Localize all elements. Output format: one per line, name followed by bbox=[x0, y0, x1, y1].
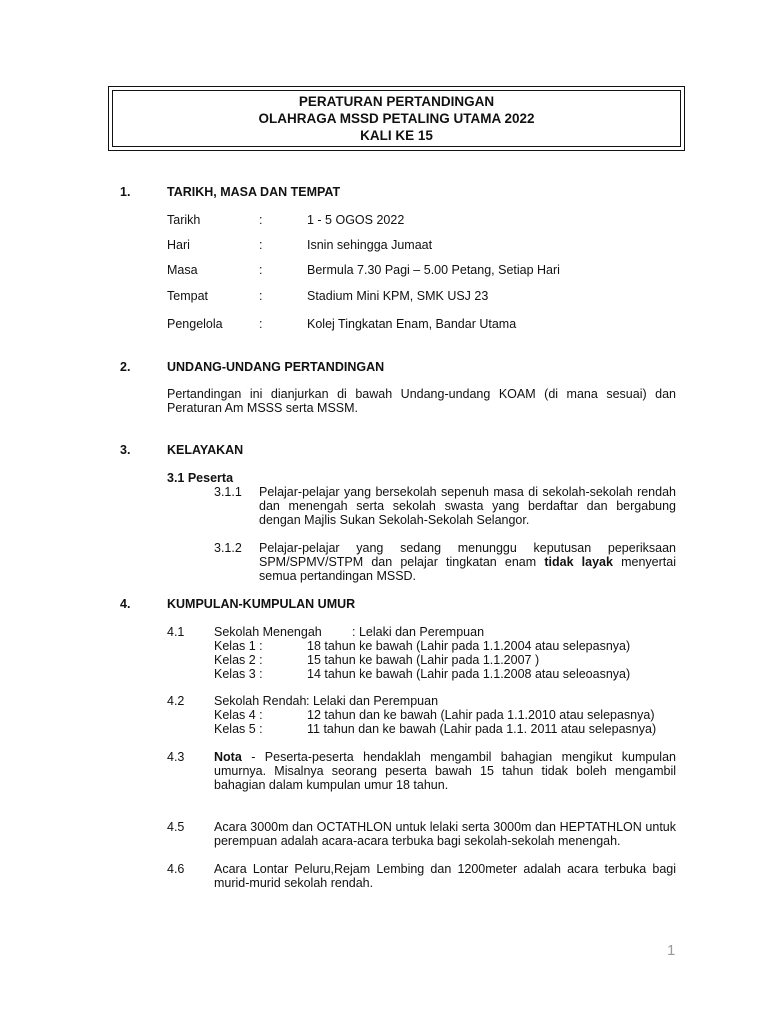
kelas-3-value: 14 tahun ke bawah (Lahir pada 1.1.2008 atau seleoasnya) bbox=[307, 667, 631, 681]
section-2-paragraph: Pertandingan ini dianjurkan di bawah Undang-undang KOAM (di mana sesuai) dan Peraturan Am MSSS serta MSSM. bbox=[167, 387, 676, 415]
item-3-1-2-bold: tidak layak bbox=[544, 555, 613, 569]
item-3-1-2-number: 3.1.2 bbox=[214, 541, 242, 555]
row-label-masa: Masa bbox=[167, 263, 198, 277]
section-3-heading: KELAYAKAN bbox=[167, 443, 244, 457]
kelas-2-label: Kelas 2 : bbox=[214, 653, 263, 667]
item-3-1-2-text-pre: Pelajar-pelajar yang sedang menunggu keputusan peperiksaan SPM/SPMV/STPM dan pelajar tingkatan enam bbox=[259, 541, 676, 569]
kelas-3-label: Kelas 3 : bbox=[214, 667, 263, 681]
row-value-pengelola: Kolej Tingkatan Enam, Bandar Utama bbox=[307, 317, 517, 331]
section-4-heading: KUMPULAN-KUMPULAN UMUR bbox=[167, 597, 356, 611]
kelas-4-label: Kelas 4 : bbox=[214, 708, 263, 722]
row-sep-tempat: : bbox=[259, 289, 263, 303]
row-label-pengelola: Pengelola bbox=[167, 317, 223, 331]
kelas-4-value: 12 tahun dan ke bawah (Lahir pada 1.1.2010 atau selepasnya) bbox=[307, 708, 655, 722]
title-line-2: OLAHRAGA MSSD PETALING UTAMA 2022 bbox=[258, 111, 535, 126]
section-3-number: 3. bbox=[120, 443, 131, 457]
row-value-tempat: Stadium Mini KPM, SMK USJ 23 bbox=[307, 289, 489, 303]
item-3-1-1-number: 3.1.1 bbox=[214, 485, 242, 499]
row-sep-pengelola: : bbox=[259, 317, 263, 331]
title-line-1: PERATURAN PERTANDINGAN bbox=[298, 94, 495, 109]
item-4-1-number: 4.1 bbox=[167, 625, 185, 639]
title-line-3: KALI KE 15 bbox=[360, 128, 433, 143]
section-1-number: 1. bbox=[120, 185, 131, 199]
kelas-1-label: Kelas 1 : bbox=[214, 639, 263, 653]
kelas-2-value: 15 tahun ke bawah (Lahir pada 1.1.2007 ) bbox=[307, 653, 540, 667]
row-value-masa: Bermula 7.30 Pagi – 5.00 Petang, Setiap Hari bbox=[307, 263, 560, 277]
item-4-3-text bbox=[214, 750, 676, 792]
item-4-6-number: 4.6 bbox=[167, 862, 185, 876]
kelas-5-label: Kelas 5 : bbox=[214, 722, 263, 736]
row-sep-tarikh: : bbox=[259, 213, 263, 227]
item-4-5-number: 4.5 bbox=[167, 820, 185, 834]
item-3-1-2-text bbox=[259, 541, 676, 583]
kelas-5-value: 11 tahun dan ke bawah (Lahir pada 1.1. 2011 atau selepasnya) bbox=[307, 722, 657, 736]
title-box-inner bbox=[112, 90, 681, 147]
section-4-number: 4. bbox=[120, 597, 131, 611]
row-label-hari: Hari bbox=[167, 238, 190, 252]
row-label-tempat: Tempat bbox=[167, 289, 208, 303]
kelas-1-value: 18 tahun ke bawah (Lahir pada 1.1.2004 atau selepasnya) bbox=[307, 639, 631, 653]
item-4-2-gender: : Lelaki dan Perempuan bbox=[306, 694, 439, 708]
item-4-3-number: 4.3 bbox=[167, 750, 185, 764]
row-label-tarikh: Tarikh bbox=[167, 213, 201, 227]
row-sep-masa: : bbox=[259, 263, 263, 277]
section-1-heading: TARIKH, MASA DAN TEMPAT bbox=[167, 185, 341, 199]
page-number: 1 bbox=[667, 942, 676, 959]
item-4-1-gender: : Lelaki dan Perempuan bbox=[352, 625, 485, 639]
row-sep-hari: : bbox=[259, 238, 263, 252]
item-3-1-1-text: Pelajar-pelajar yang bersekolah sepenuh masa di sekolah-sekolah rendah dan menengah serta sekolah swasta yang berdaftar dan bergabung dengan Majlis Sukan Sekolah-Sekolah Selangor. bbox=[259, 485, 676, 527]
item-4-6-text: Acara Lontar Peluru,Rejam Lembing dan 1200meter adalah acara terbuka bagi murid-murid sekolah rendah. bbox=[214, 862, 676, 890]
item-4-3-bold: Nota bbox=[214, 750, 242, 764]
item-4-1-title: Sekolah Menengah bbox=[214, 625, 322, 639]
item-4-3-body: - Peserta-peserta hendaklah mengambil bahagian mengikut kumpulan umurnya. Misalnya seorang peserta bawah 15 tahun tidak boleh mengambil bahagian dalam kumpulan umur 18 tahun. bbox=[214, 750, 676, 792]
section-2-number: 2. bbox=[120, 360, 131, 374]
row-value-hari: Isnin sehingga Jumaat bbox=[307, 238, 433, 252]
item-4-5-text: Acara 3000m dan OCTATHLON untuk lelaki serta 3000m dan HEPTATHLON untuk perempuan adalah acara-acara terbuka bagi sekolah-sekolah menengah. bbox=[214, 820, 676, 848]
item-4-2-title: Sekolah Rendah bbox=[214, 694, 307, 708]
subsection-3-1-title: 3.1 Peserta bbox=[167, 471, 234, 485]
section-2-heading: UNDANG-UNDANG PERTANDINGAN bbox=[167, 360, 385, 374]
item-3-1-2-text-post: menyertai semua pertandingan MSSD. bbox=[259, 555, 676, 583]
item-4-2-number: 4.2 bbox=[167, 694, 185, 708]
title-box bbox=[108, 86, 685, 151]
row-value-tarikh: 1 - 5 OGOS 2022 bbox=[307, 213, 405, 227]
